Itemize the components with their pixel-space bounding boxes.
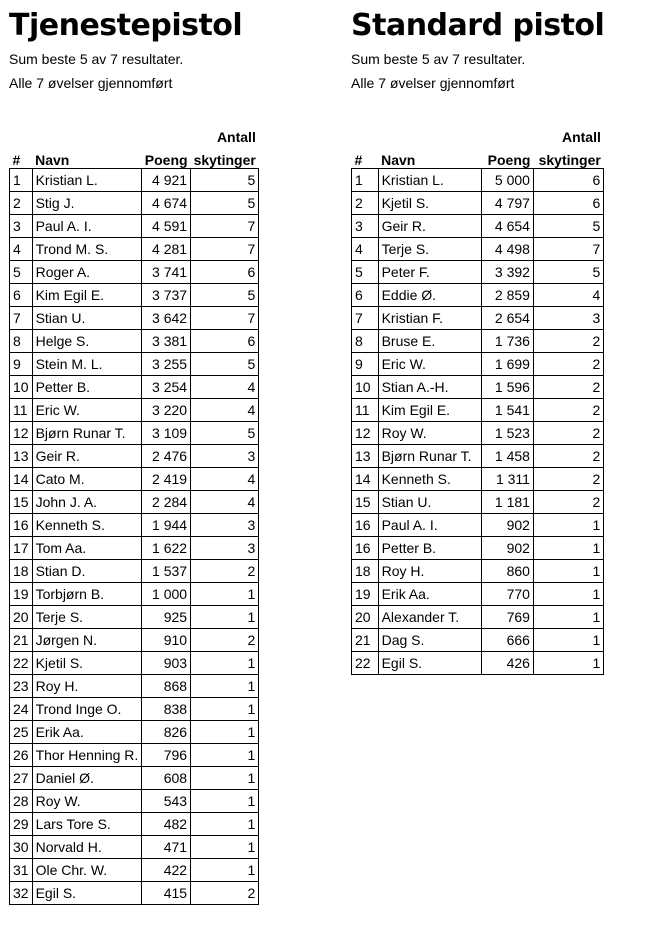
rank-cell: 7 bbox=[352, 307, 379, 330]
name-cell: Petter B. bbox=[378, 537, 481, 560]
count-cell: 1 bbox=[191, 813, 259, 836]
rank-cell: 23 bbox=[10, 675, 33, 698]
score-cell: 796 bbox=[142, 744, 191, 767]
rank-cell: 14 bbox=[10, 468, 33, 491]
table-row bbox=[10, 790, 259, 813]
score-cell: 608 bbox=[142, 767, 191, 790]
count-cell: 7 bbox=[533, 238, 603, 261]
count-cell: 2 bbox=[191, 882, 259, 905]
count-cell: 5 bbox=[191, 422, 259, 445]
table-row bbox=[10, 675, 259, 698]
rank-cell: 24 bbox=[10, 698, 33, 721]
score-cell: 868 bbox=[142, 675, 191, 698]
name-cell: Tom Aa. bbox=[32, 537, 142, 560]
name-cell: Stian U. bbox=[32, 307, 142, 330]
name-cell: Bjørn Runar T. bbox=[378, 445, 481, 468]
table-body bbox=[10, 169, 259, 905]
table-row bbox=[10, 330, 259, 353]
score-cell: 902 bbox=[481, 514, 533, 537]
rank-cell: 11 bbox=[10, 399, 33, 422]
score-cell: 1 699 bbox=[481, 353, 533, 376]
count-cell: 2 bbox=[191, 560, 259, 583]
rank-cell: 18 bbox=[10, 560, 33, 583]
name-cell: Alexander T. bbox=[378, 606, 481, 629]
score-cell: 1 537 bbox=[142, 560, 191, 583]
rank-cell: 8 bbox=[10, 330, 33, 353]
header-name: Navn bbox=[35, 152, 70, 168]
table-row bbox=[10, 859, 259, 882]
table-row bbox=[10, 767, 259, 790]
header-rank: # bbox=[12, 152, 21, 168]
name-cell: Erik Aa. bbox=[378, 583, 481, 606]
score-cell: 3 109 bbox=[142, 422, 191, 445]
rank-cell: 5 bbox=[352, 261, 379, 284]
name-cell: Kenneth S. bbox=[378, 468, 481, 491]
name-cell: Stian U. bbox=[378, 491, 481, 514]
count-cell: 1 bbox=[191, 721, 259, 744]
rank-cell: 4 bbox=[352, 238, 379, 261]
name-cell: Kjetil S. bbox=[32, 652, 142, 675]
name-cell: Torbjørn B. bbox=[32, 583, 142, 606]
rank-cell: 25 bbox=[10, 721, 33, 744]
rank-cell: 3 bbox=[352, 215, 379, 238]
name-cell: Roy W. bbox=[32, 790, 142, 813]
score-cell: 1 181 bbox=[481, 491, 533, 514]
header-name: Navn bbox=[381, 152, 416, 168]
table-row bbox=[10, 652, 259, 675]
score-cell: 1 736 bbox=[481, 330, 533, 353]
rank-cell: 10 bbox=[352, 376, 379, 399]
name-cell: Roy W. bbox=[378, 422, 481, 445]
count-cell: 1 bbox=[533, 606, 603, 629]
name-cell: Daniel Ø. bbox=[32, 767, 142, 790]
count-cell: 1 bbox=[191, 652, 259, 675]
rank-cell: 31 bbox=[10, 859, 33, 882]
rank-cell: 16 bbox=[352, 514, 379, 537]
rank-cell: 5 bbox=[10, 261, 33, 284]
rank-cell: 21 bbox=[10, 629, 33, 652]
score-cell: 2 476 bbox=[142, 445, 191, 468]
score-cell: 1 622 bbox=[142, 537, 191, 560]
count-cell: 4 bbox=[191, 376, 259, 399]
count-cell: 5 bbox=[533, 261, 603, 284]
name-cell: Dag S. bbox=[378, 629, 481, 652]
score-cell: 4 281 bbox=[142, 238, 191, 261]
table-row bbox=[10, 836, 259, 859]
score-cell: 2 859 bbox=[481, 284, 533, 307]
table-row bbox=[352, 399, 604, 422]
rank-cell: 16 bbox=[10, 514, 33, 537]
name-cell: Petter B. bbox=[32, 376, 142, 399]
header-count-line1: Antall bbox=[216, 129, 256, 145]
count-cell: 3 bbox=[191, 537, 259, 560]
name-cell: Paul A. I. bbox=[32, 215, 142, 238]
count-cell: 7 bbox=[191, 307, 259, 330]
rank-cell: 22 bbox=[10, 652, 33, 675]
rank-cell: 19 bbox=[10, 583, 33, 606]
count-cell: 4 bbox=[191, 468, 259, 491]
count-cell: 1 bbox=[533, 537, 603, 560]
score-cell: 1 944 bbox=[142, 514, 191, 537]
count-cell: 1 bbox=[191, 606, 259, 629]
name-cell: Helge S. bbox=[32, 330, 142, 353]
name-cell: Kjetil S. bbox=[378, 192, 481, 215]
rank-cell: 1 bbox=[352, 169, 379, 192]
score-cell: 3 255 bbox=[142, 353, 191, 376]
rank-cell: 9 bbox=[352, 353, 379, 376]
score-cell: 666 bbox=[481, 629, 533, 652]
count-cell: 1 bbox=[191, 767, 259, 790]
rank-cell: 13 bbox=[352, 445, 379, 468]
score-cell: 1 523 bbox=[481, 422, 533, 445]
count-cell: 1 bbox=[533, 652, 603, 675]
count-cell: 1 bbox=[191, 744, 259, 767]
name-cell: Paul A. I. bbox=[378, 514, 481, 537]
name-cell: Bjørn Runar T. bbox=[32, 422, 142, 445]
table-row bbox=[10, 491, 259, 514]
score-cell: 2 654 bbox=[481, 307, 533, 330]
table-row bbox=[10, 698, 259, 721]
table-row bbox=[352, 215, 604, 238]
rank-cell: 20 bbox=[10, 606, 33, 629]
section-standard-pistol bbox=[351, 0, 605, 671]
name-cell: Jørgen N. bbox=[32, 629, 142, 652]
name-cell: Terje S. bbox=[378, 238, 481, 261]
table-row bbox=[10, 192, 259, 215]
count-cell: 7 bbox=[191, 215, 259, 238]
rank-cell: 4 bbox=[10, 238, 33, 261]
header-row bbox=[352, 145, 604, 169]
count-cell: 5 bbox=[533, 215, 603, 238]
table-row bbox=[10, 560, 259, 583]
section-title: Tjenestepistol bbox=[9, 8, 243, 43]
score-cell: 3 737 bbox=[142, 284, 191, 307]
table-row bbox=[10, 629, 259, 652]
header-row-top bbox=[10, 122, 259, 145]
table-row bbox=[10, 422, 259, 445]
count-cell: 4 bbox=[533, 284, 603, 307]
rank-cell: 18 bbox=[352, 560, 379, 583]
rank-cell: 14 bbox=[352, 468, 379, 491]
table-row bbox=[352, 445, 604, 468]
table-row bbox=[352, 261, 604, 284]
table-row bbox=[10, 169, 259, 192]
table-row bbox=[352, 514, 604, 537]
count-cell: 2 bbox=[191, 629, 259, 652]
table-row bbox=[352, 238, 604, 261]
table-row bbox=[10, 261, 259, 284]
name-cell: Roy H. bbox=[378, 560, 481, 583]
table-row bbox=[10, 882, 259, 905]
score-cell: 826 bbox=[142, 721, 191, 744]
header-rank: # bbox=[354, 152, 363, 168]
score-cell: 3 254 bbox=[142, 376, 191, 399]
score-cell: 1 541 bbox=[481, 399, 533, 422]
rank-cell: 21 bbox=[352, 629, 379, 652]
table-row bbox=[352, 491, 604, 514]
table-row bbox=[352, 284, 604, 307]
rank-cell: 22 bbox=[352, 652, 379, 675]
count-cell: 5 bbox=[191, 169, 259, 192]
name-cell: Stein M. L. bbox=[32, 353, 142, 376]
table-row bbox=[10, 813, 259, 836]
count-cell: 1 bbox=[533, 583, 603, 606]
count-cell: 1 bbox=[533, 629, 603, 652]
table-row bbox=[352, 330, 604, 353]
name-cell: Geir R. bbox=[32, 445, 142, 468]
score-cell: 3 381 bbox=[142, 330, 191, 353]
table-row bbox=[10, 744, 259, 767]
score-cell: 4 797 bbox=[481, 192, 533, 215]
rank-cell: 3 bbox=[10, 215, 33, 238]
count-cell: 2 bbox=[533, 399, 603, 422]
score-cell: 4 654 bbox=[481, 215, 533, 238]
table-row bbox=[352, 629, 604, 652]
rank-cell: 17 bbox=[10, 537, 33, 560]
table-row bbox=[352, 652, 604, 675]
count-cell: 5 bbox=[191, 284, 259, 307]
results-table bbox=[9, 122, 259, 905]
rank-cell: 7 bbox=[10, 307, 33, 330]
score-cell: 4 674 bbox=[142, 192, 191, 215]
table-row bbox=[352, 468, 604, 491]
header-row bbox=[10, 145, 259, 169]
score-cell: 5 000 bbox=[481, 169, 533, 192]
name-cell: Stian D. bbox=[32, 560, 142, 583]
section-subtitle: Sum beste 5 av 7 resultater. bbox=[351, 51, 526, 67]
rank-cell: 19 bbox=[352, 583, 379, 606]
score-cell: 903 bbox=[142, 652, 191, 675]
rank-cell: 9 bbox=[10, 353, 33, 376]
name-cell: Terje S. bbox=[32, 606, 142, 629]
count-cell: 1 bbox=[533, 560, 603, 583]
score-cell: 471 bbox=[142, 836, 191, 859]
count-cell: 1 bbox=[191, 675, 259, 698]
rank-cell: 27 bbox=[10, 767, 33, 790]
rank-cell: 6 bbox=[352, 284, 379, 307]
header-count-line2: skytinger bbox=[193, 152, 256, 168]
table-row bbox=[10, 721, 259, 744]
table-row bbox=[10, 376, 259, 399]
rank-cell: 29 bbox=[10, 813, 33, 836]
count-cell: 3 bbox=[191, 445, 259, 468]
rank-cell: 13 bbox=[10, 445, 33, 468]
score-cell: 910 bbox=[142, 629, 191, 652]
rank-cell: 15 bbox=[352, 491, 379, 514]
table-row bbox=[10, 238, 259, 261]
section-note: Alle 7 øvelser gjennomført bbox=[9, 75, 173, 91]
count-cell: 6 bbox=[533, 192, 603, 215]
rank-cell: 30 bbox=[10, 836, 33, 859]
name-cell: Erik Aa. bbox=[32, 721, 142, 744]
table-row bbox=[352, 422, 604, 445]
rank-cell: 6 bbox=[10, 284, 33, 307]
table-row bbox=[10, 468, 259, 491]
score-cell: 4 591 bbox=[142, 215, 191, 238]
name-cell: Geir R. bbox=[378, 215, 481, 238]
name-cell: Egil S. bbox=[32, 882, 142, 905]
rank-cell: 20 bbox=[352, 606, 379, 629]
score-cell: 415 bbox=[142, 882, 191, 905]
rank-cell: 10 bbox=[10, 376, 33, 399]
rank-cell: 8 bbox=[352, 330, 379, 353]
count-cell: 6 bbox=[191, 330, 259, 353]
table-row bbox=[352, 376, 604, 399]
score-cell: 860 bbox=[481, 560, 533, 583]
count-cell: 3 bbox=[533, 307, 603, 330]
count-cell: 6 bbox=[191, 261, 259, 284]
count-cell: 2 bbox=[533, 353, 603, 376]
table-row bbox=[352, 353, 604, 376]
score-cell: 1 458 bbox=[481, 445, 533, 468]
header-count-line1: Antall bbox=[561, 129, 601, 145]
score-cell: 4 498 bbox=[481, 238, 533, 261]
name-cell: Lars Tore S. bbox=[32, 813, 142, 836]
count-cell: 2 bbox=[533, 491, 603, 514]
score-cell: 838 bbox=[142, 698, 191, 721]
table-row bbox=[352, 606, 604, 629]
name-cell: Trond Inge O. bbox=[32, 698, 142, 721]
score-cell: 543 bbox=[142, 790, 191, 813]
section-tjenestepistol bbox=[9, 0, 256, 901]
name-cell: Kristian L. bbox=[378, 169, 481, 192]
score-cell: 2 419 bbox=[142, 468, 191, 491]
score-cell: 769 bbox=[481, 606, 533, 629]
count-cell: 4 bbox=[191, 399, 259, 422]
rank-cell: 32 bbox=[10, 882, 33, 905]
rank-cell: 15 bbox=[10, 491, 33, 514]
rank-cell: 12 bbox=[352, 422, 379, 445]
name-cell: Roy H. bbox=[32, 675, 142, 698]
score-cell: 3 741 bbox=[142, 261, 191, 284]
count-cell: 5 bbox=[191, 353, 259, 376]
table-row bbox=[10, 399, 259, 422]
name-cell: Kim Egil E. bbox=[378, 399, 481, 422]
table-body bbox=[352, 169, 604, 675]
results-table bbox=[351, 122, 604, 675]
count-cell: 1 bbox=[533, 514, 603, 537]
table-row bbox=[10, 606, 259, 629]
count-cell: 1 bbox=[191, 790, 259, 813]
name-cell: Kristian F. bbox=[378, 307, 481, 330]
table-row bbox=[10, 514, 259, 537]
score-cell: 770 bbox=[481, 583, 533, 606]
name-cell: Kenneth S. bbox=[32, 514, 142, 537]
rank-cell: 12 bbox=[10, 422, 33, 445]
score-cell: 482 bbox=[142, 813, 191, 836]
count-cell: 2 bbox=[533, 445, 603, 468]
header-score: Poeng bbox=[487, 152, 531, 168]
score-cell: 925 bbox=[142, 606, 191, 629]
table-row bbox=[352, 192, 604, 215]
count-cell: 2 bbox=[533, 468, 603, 491]
rank-cell: 26 bbox=[10, 744, 33, 767]
name-cell: Peter F. bbox=[378, 261, 481, 284]
score-cell: 4 921 bbox=[142, 169, 191, 192]
count-cell: 4 bbox=[191, 491, 259, 514]
table-row bbox=[352, 560, 604, 583]
score-cell: 3 642 bbox=[142, 307, 191, 330]
count-cell: 2 bbox=[533, 422, 603, 445]
score-cell: 1 596 bbox=[481, 376, 533, 399]
score-cell: 2 284 bbox=[142, 491, 191, 514]
count-cell: 6 bbox=[533, 169, 603, 192]
name-cell: Kristian L. bbox=[32, 169, 142, 192]
table-row bbox=[10, 215, 259, 238]
table-row bbox=[10, 284, 259, 307]
count-cell: 1 bbox=[191, 836, 259, 859]
rank-cell: 2 bbox=[352, 192, 379, 215]
table-row bbox=[352, 537, 604, 560]
count-cell: 1 bbox=[191, 698, 259, 721]
name-cell: Ole Chr. W. bbox=[32, 859, 142, 882]
rank-cell: 28 bbox=[10, 790, 33, 813]
name-cell: Thor Henning R. bbox=[32, 744, 142, 767]
table-row bbox=[10, 583, 259, 606]
name-cell: Cato M. bbox=[32, 468, 142, 491]
name-cell: Eric W. bbox=[378, 353, 481, 376]
count-cell: 5 bbox=[191, 192, 259, 215]
section-subtitle: Sum beste 5 av 7 resultater. bbox=[9, 51, 184, 67]
name-cell: Roger A. bbox=[32, 261, 142, 284]
rank-cell: 16 bbox=[352, 537, 379, 560]
table-row bbox=[10, 307, 259, 330]
name-cell: Eric W. bbox=[32, 399, 142, 422]
count-cell: 3 bbox=[191, 514, 259, 537]
header-row-top bbox=[352, 122, 604, 145]
rank-cell: 11 bbox=[352, 399, 379, 422]
table-row bbox=[352, 307, 604, 330]
count-cell: 1 bbox=[191, 583, 259, 606]
section-title: Standard pistol bbox=[351, 8, 605, 43]
name-cell: Norvald H. bbox=[32, 836, 142, 859]
name-cell: Kim Egil E. bbox=[32, 284, 142, 307]
count-cell: 2 bbox=[533, 376, 603, 399]
rank-cell: 1 bbox=[10, 169, 33, 192]
score-cell: 902 bbox=[481, 537, 533, 560]
table-row bbox=[10, 537, 259, 560]
score-cell: 3 392 bbox=[481, 261, 533, 284]
table-row bbox=[10, 445, 259, 468]
name-cell: John J. A. bbox=[32, 491, 142, 514]
score-cell: 1 311 bbox=[481, 468, 533, 491]
table-row bbox=[352, 583, 604, 606]
table-row bbox=[10, 353, 259, 376]
count-cell: 7 bbox=[191, 238, 259, 261]
score-cell: 422 bbox=[142, 859, 191, 882]
score-cell: 426 bbox=[481, 652, 533, 675]
header-count-line2: skytinger bbox=[538, 152, 601, 168]
count-cell: 2 bbox=[533, 330, 603, 353]
score-cell: 1 000 bbox=[142, 583, 191, 606]
header-score: Poeng bbox=[144, 152, 188, 168]
table-row bbox=[352, 169, 604, 192]
name-cell: Egil S. bbox=[378, 652, 481, 675]
section-note: Alle 7 øvelser gjennomført bbox=[351, 75, 515, 91]
name-cell: Trond M. S. bbox=[32, 238, 142, 261]
score-cell: 3 220 bbox=[142, 399, 191, 422]
count-cell: 1 bbox=[191, 859, 259, 882]
name-cell: Bruse E. bbox=[378, 330, 481, 353]
name-cell: Stig J. bbox=[32, 192, 142, 215]
rank-cell: 2 bbox=[10, 192, 33, 215]
name-cell: Eddie Ø. bbox=[378, 284, 481, 307]
name-cell: Stian A.-H. bbox=[378, 376, 481, 399]
